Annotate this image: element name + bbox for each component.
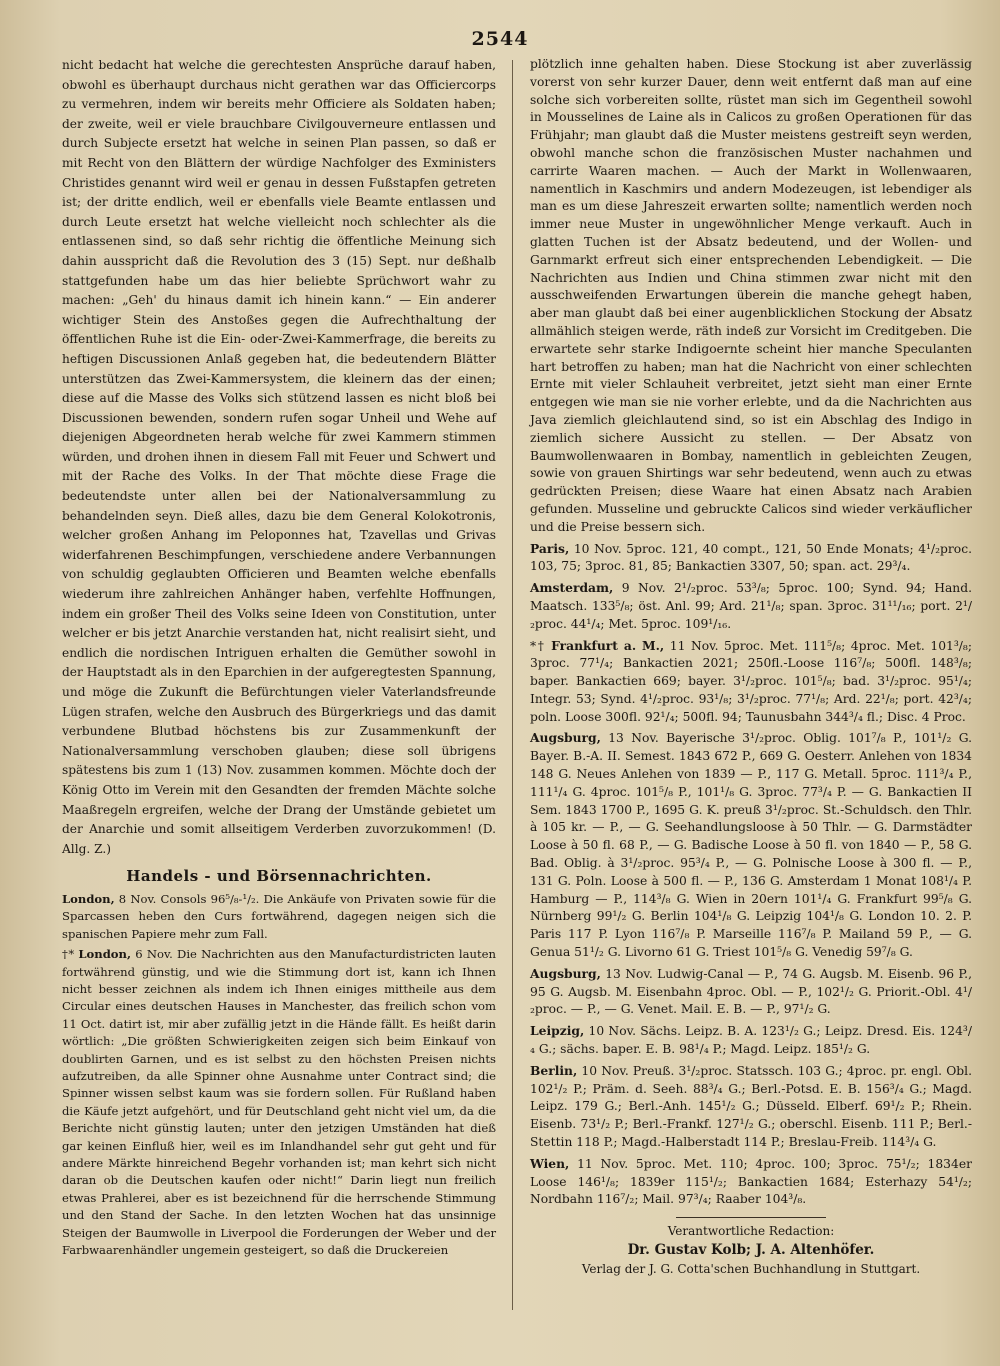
- london-report-1: [62, 891, 496, 943]
- augsburg-report-2: [530, 965, 972, 1019]
- right-column: [530, 56, 972, 1279]
- london-report-2: [62, 946, 496, 1259]
- report-text: 10 Nov. 5proc. 121, 40 compt., 121, 50 Ende Monats; 4¹/₂proc. 103, 75; 3proc. 81, 85; Bankactien 3307, 50; span. act. 29³/₄.: [530, 541, 972, 574]
- leipzig-report: [530, 1022, 972, 1059]
- wien-report: [530, 1155, 972, 1209]
- report-place: Augsburg,: [530, 965, 601, 981]
- report-place: Leipzig,: [530, 1023, 585, 1039]
- report-place: London,: [78, 947, 131, 962]
- frankfurt-report: [530, 637, 972, 727]
- report-text: 13 Nov. Bayerische 3¹/₂proc. Oblig. 101⁷/₈ P., 101¹/₂ G. Bayer. B.-A. II. Semest. 1843 672 P., 669 G. Oesterr. Anlehen von 1834 148 G. Neues Anlehen von 1839 — P., 117 G. Metall. 5proc. 111³/₄ P., 111¹/₄ G. 4proc. 101⁵/₈ P., 101¹/₈ G. 3proc. 77³/₄ P. — G. Bankactien II Sem. 1843 1700 P., 1695 G. K. preuß 3¹/₂proc. St.-Schuldsch. den Thlr. à 105 kr. — P., — G. Seehandlungsloose à 50 Thlr. — G. Darmstädter Loose à 50 fl. 68 P., — G. Badische Loose à 50 fl. von 1840 — P., 58 G. Bad. Oblig. à 3¹/₂proc. 95³/₄ P., — G. Polnische Loose à 300 fl. — P., 131 G. Poln. Loose à 500 fl. — P., 136 G. Amsterdam 1 Monat 108¹/₄ P. Hamburg — P., 114³/₈ G. Wien in 20ern 101¹/₄ G. Frankfurt 99⁵/₈ G. Nürnberg 99¹/₂ G. Berlin 104¹/₈ G. Leipzig 104¹/₈ G. London 10. 2. P. Paris 117 P. Lyon 116⁷/₈ P. Marseille 116⁷/₈ P. Mailand 59 P., — G. Genua 51¹/₂ G. Livorno 61 G. Triest 101⁵/₈ G. Venedig 59⁷/₈ G.: [530, 731, 972, 960]
- report-place: Paris,: [530, 540, 570, 556]
- report-text: 10 Nov. Preuß. 3¹/₂proc. Statssch. 103 G.; 4proc. pr. engl. Obl. 102¹/₂ P.; Präm. d. Seeh. 88³/₄ G.; Berl.-Potsd. E. B. 156³/₄ G.; Magd. Leipz. 179 G.; Berl.-Anh. 145¹/₂ G.; Düsseld. Elberf. 69¹/₂ P.; Rhein. Eisenb. 73¹/₂ P.; Berl.-Frankf. 127¹/₂ G.; oberschl. Eisenb. 111 P.; Berl.-Stettin 118 P.; Magd.-Halberstadt 114 P.; Breslau-Freib. 114³/₄ G.: [530, 1063, 972, 1150]
- column-divider: [512, 60, 513, 1310]
- report-place: Wien,: [530, 1155, 570, 1171]
- article-continuation: nicht bedacht hat welche die gerechtesten Ansprüche darauf haben, obwohl es überhaupt durchaus nicht gerathen war das Officiercorps zu vermehren, indem wir bereits mehr Officiere als Soldaten haben; der zweite, weil er viele brauchbare Civilgouverneure entlassen und durch Subjecte ersetzt hat welche in seinen Plan passen, so daß er mit Recht von den Blättern der würdige Nachfolger des Exministers Christides genannt wird weil er genau in dessen Fußstapfen getreten ist; der dritte endlich, weil er ebenfalls viele Beamte entlassen und durch Leute ersetzt hat welche vielleicht noch schlechter als die entlassenen sind, so daß sehr richtig die öffentliche Meinung sich dahin ausspricht daß die Revolution des 3 (15) Sept. nur deßhalb stattgefunden habe um das hier beliebte Sprüchwort wahr zu machen: „Geh' du hinaus damit ich hinein kann.“ — Ein anderer wichtiger Stein des Anstoßes gegen die Aufrechthaltung der öffentlichen Ruhe ist die Ein- oder-Zwei-Kammerfrage, die bereits zu heftigen Discussionen Anlaß gegeben hat, die bedeutendern Blätter unterstützen das Zwei-Kammersystem, die kleinern das der einen; diese auf die Masse des Volks sich stützend lassen es nicht bloß bei Discussionen bewenden, sondern rufen sogar Unheil und Wehe auf diejenigen Abgeordneten herab welche für zwei Kammern stimmen würden, und drohen ihnen in diesem Fall mit Feuer und Schwert und mit der Rache des Volks. In der That möchte diese Frage die bedeutendste unter allen bei der Nationalversammlung zu behandelnden seyn. Dieß alles, dazu bie dem General Kolokotronis, welcher großen Anhang im Peloponnes hat, Tzavellas und Grivas widerfahrenen Beschimpfungen, verschiedene andere Verbannungen von schuldig geglaubten Officieren und Beamten welche ebenfalls wiederum ihre zahlreichen Anhänger haben, verfehlte Hoffnungen, indem ein großer Theil des Volks seine Ideen von Constitution, unter welcher er bis jetzt Anarchie verstanden hat, nicht realisirt sieht, und endlich die nordischen Intriguen erhalten die Gemüther sowohl in der Hauptstadt als in den Eparchien in der aufgeregtesten Spannung, und möge die Zukunft die Befürchtungen vieler Vaterlandsfreunde Lügen strafen, welche den Ausbruch des Bürgerkriegs und das damit verbundene Blutbad höchstens bis zur Zusammenkunft der Nationalversammlung verschoben glauben; diese soll übrigens spätestens bis zum 1 (13) Nov. zusammen kommen. Möchte doch der König Otto im Verein mit den Gesandten der fremden Mächte solche Maaßregeln ergreifen, welche der Drang der Umstände gebietet um der Anarchie und somit allseitigem Verderben zuvorzukommen! (D. Allg. Z.): [62, 58, 496, 856]
- report-place: London,: [62, 891, 115, 906]
- report-place: Amsterdam,: [530, 580, 614, 596]
- market-reports-left: [62, 891, 496, 1260]
- london-report-continuation: plötzlich inne gehalten haben. Diese Stockung ist aber zuverlässig vorerst von sehr kurzer Dauer, denn weit entfernt daß man auf eine solche sich vorbereiten sollte, rüstet man sich im Gegentheil sowohl in Mousselines de Laine als in Calicos zu großen Operationen für das Frühjahr; man glaubt daß die Muster meistens gestreift seyn werden, obwohl manche schon die französischen Muster nachahmen und carrirte Waaren machen. — Auch der Markt in Wollenwaaren, namentlich in Kaschmirs und andern Modezeugen, ist lebendiger als man es um diese Jahreszeit erwarten sollte; namentlich werden noch immer neue Muster in ungewöhnlicher Menge verkauft. Auch in glatten Tuchen ist der Absatz bedeutend, und der Wollen- und Garnmarkt erfreut sich einer entsprechenden Lebendigkeit. — Die Nachrichten aus Indien und China stimmen zwar nicht mit den ausschweifenden Erwartungen überein die manche gehegt haben, aber man glaubt daß bei einer augenblicklichen Stockung der Absatz allmählich steigen werde, räth indeß zur Vorsicht im Creditgeben. Die erwartete sehr starke Indigoernte scheint hier manche Speculanten hart betroffen zu haben; man hat die Nachricht von einer schlechten Ernte mit vieler Schlauheit verbreitet, jetzt sieht man einer Ernte entgegen wie man sie nie vorher erlebte, und da die Nachrichten aus Java ziemlich gleichlautend sind, so ist ein Abschlag des Indigo in ziemlich sichere Aussicht zu stellen. — Der Absatz von Baumwollenwaaren in Bombay, namentlich in gebleichten Zeugen, sowie von grauen Shirtings war sehr bedeutend, wenn auch zu etwas gedrückten Preisen; diese Waare hat einen Absatz nach Arabien gefunden. Musseline und gebruckte Calicos sind wieder verkäuflicher und die Preise bessern sich.: [530, 57, 972, 534]
- publisher-line: Verlag der J. G. Cotta'schen Buchhandlung in Stuttgart.: [581, 1262, 921, 1277]
- report-text: 6 Nov. Die Nachrichten aus den Manufacturdistricten lauten fortwährend günstig, und wie die Stimmung dort ist, kann ich Ihnen nicht besser zeichnen als indem ich Ihnen einiges mittheile aus dem Circular eines deutschen Hauses in Manchester, das freilich schon vom 11 Oct. datirt ist, mir aber zufällig jetzt in die Hände fällt. Es heißt darin wörtlich: „Die größten Schwierigkeiten zeigen sich beim Einkauf von doublirten Garnen, und es ist selbst zu den höchsten Preisen nichts aufzutreiben, da alle Spinner ohne Ausnahme unter Contract sind; die Spinner wissen selbst kaum was sie fordern sollen. Für Rußland haben die Käufe jetzt aufgehört, und für Deutschland geht nicht viel um, da die Berichte nicht günstig lauten; unter den jetzigen Umständen hat dieß gar keinen Einfluß hier, weil es im Inlandhandel sehr gut geht und für andere Märkte hinreichend Begehr vorhanden ist; man kehrt sich nicht daran ob die Deutschen kaufen oder nicht!“ Darin liegt nun freilich etwas Prahlerei, aber es ist bezeichnend für die herrschende Stimmung und den Stand der Sache. In den letzten Wochen hat das unsinnige Steigen der Baumwolle in Liverpool die Forderungen der Weber und der Farbwaarenhändler ungemein gesteigert, so daß die Druckereien: [62, 947, 496, 1258]
- report-place: Augsburg,: [530, 730, 601, 746]
- amsterdam-report: [530, 579, 972, 633]
- editors-names: Dr. Gustav Kolb; J. A. Altenhöfer.: [627, 1242, 875, 1259]
- report-text: 10 Nov. Sächs. Leipz. B. A. 123¹/₂ G.; Leipz. Dresd. Eis. 124³/₄ G.; sächs. baper. E. B. 98¹/₄ P.; Magd. Leipz. 185¹/₂ G.: [530, 1024, 972, 1057]
- responsible-editors-label: Verantwortliche Redaction:: [667, 1224, 835, 1239]
- imprint-rule: [676, 1217, 826, 1218]
- left-column: [62, 56, 496, 1259]
- report-text: 13 Nov. Ludwig-Canal — P., 74 G. Augsb. M. Eisenb. 96 P., 95 G. Augsb. M. Eisenbahn 4proc. Obl. — P., 102¹/₂ G. Priorit.-Obl. 4¹/₂proc. — P., — G. Venet. Mail. E. B. — P., 97¹/₂ G.: [530, 966, 972, 1017]
- report-place: Berlin,: [530, 1062, 578, 1078]
- imprint: [530, 1217, 972, 1279]
- berlin-report: [530, 1062, 972, 1152]
- report-place: Frankfurt a. M.,: [551, 637, 665, 653]
- report-text: 9 Nov. 2¹/₂proc. 53³/₈; 5proc. 100; Synd. 94; Hand. Maatsch. 133⁵/₈; öst. Anl. 99; Ard. 21¹/₈; span. 3proc. 31¹¹/₁₆; port. 2¹/₂proc. 44¹/₄; Met. 5proc. 109¹/₁₆.: [530, 581, 972, 631]
- page-number: 2544: [471, 28, 529, 50]
- section-heading: Handels - und Börsennachrichten.: [126, 867, 432, 886]
- report-text: 11 Nov. 5proc. Met. 111⁵/₈; 4proc. Met. 101³/₈; 3proc. 77¹/₄; Bankactien 2021; 250fl.-Loose 116⁷/₈; 500fl. 148³/₈; baper. Bankactien 669; bayer. 3¹/₂proc. 101⁵/₈; bad. 3¹/₂proc. 95¹/₄; Integr. 53; Synd. 4¹/₂proc. 93¹/₈; 3¹/₂proc. 77¹/₈; Ard. 22¹/₈; port. 42³/₄; poln. Loose 300fl. 92¹/₄; 500fl. 94; Taunusbahn 344³/₄ fl.; Disc. 4 Proc.: [530, 638, 972, 724]
- paris-report: [530, 540, 972, 577]
- correspondent-mark: †*: [62, 947, 79, 962]
- report-text: 11 Nov. 5proc. Met. 110; 4proc. 100; 3proc. 75¹/₂; 1834er Loose 146¹/₈; 1839er 115¹/₂; Bankactien 1684; Esterhazy 54¹/₂; Nordbahn 116⁷/₂; Mail. 97³/₄; Raaber 104³/₈.: [530, 1156, 972, 1207]
- augsburg-report-1: [530, 729, 972, 961]
- report-text: 8 Nov. Consols 96⁵/₈-¹/₂. Die Ankäufe von Privaten sowie für die Sparcassen heben den Curs fortwährend, dagegen neigen sich die spanischen Papiere mehr zum Fall.: [62, 891, 496, 941]
- correspondent-mark: *†: [530, 638, 552, 653]
